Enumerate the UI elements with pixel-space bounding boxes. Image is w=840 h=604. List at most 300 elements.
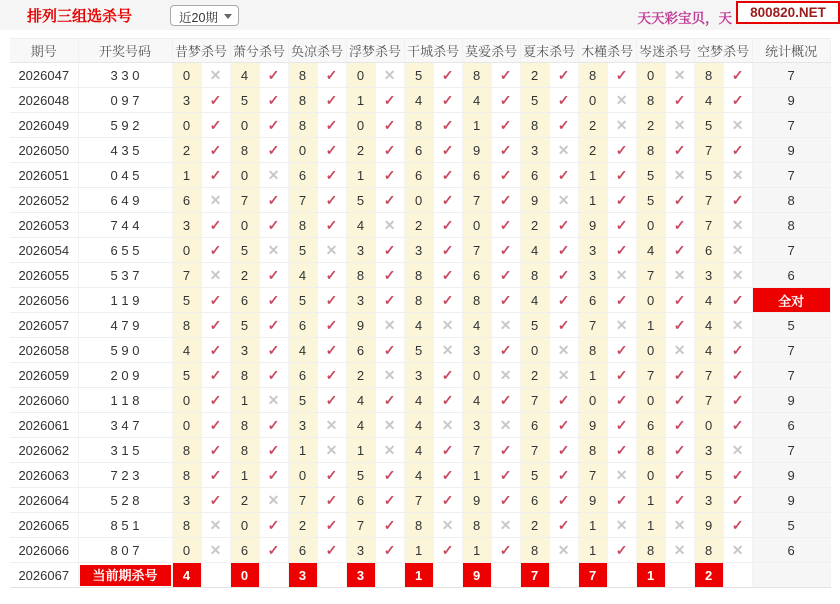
check-icon: ✓ xyxy=(267,116,280,133)
check-icon: ✓ xyxy=(615,341,628,358)
check-icon: ✓ xyxy=(673,141,686,158)
kill-mark-cell xyxy=(201,113,230,138)
kill-number-cell: 8 xyxy=(636,138,665,163)
check-icon: ✓ xyxy=(209,341,222,358)
kill-number-cell: 0 xyxy=(636,288,665,313)
kill-mark-cell xyxy=(491,563,520,588)
period-cell: 2026054 xyxy=(10,238,78,263)
stat-cell: 7 xyxy=(752,113,830,138)
kill-mark-cell xyxy=(607,388,636,413)
check-icon: ✓ xyxy=(557,416,570,433)
draw-numbers-cell: 6 4 9 xyxy=(78,188,172,213)
kill-mark-cell xyxy=(433,563,462,588)
kill-number-cell: 6 xyxy=(636,413,665,438)
check-icon: ✓ xyxy=(731,491,744,508)
check-icon: ✓ xyxy=(499,541,512,558)
kill-mark-cell xyxy=(201,288,230,313)
kill-mark-cell xyxy=(665,163,694,188)
kill-number-cell: 7 xyxy=(694,138,723,163)
kill-number-cell: 2 xyxy=(520,513,549,538)
kill-number-cell: 0 xyxy=(346,113,375,138)
kill-number-cell: 8 xyxy=(230,438,259,463)
kill-number-cell: 3 xyxy=(346,538,375,563)
kill-mark-cell xyxy=(665,138,694,163)
kill-mark-cell xyxy=(723,163,752,188)
draw-numbers-cell: 1 1 8 xyxy=(78,388,172,413)
check-icon: ✓ xyxy=(325,516,338,533)
kill-mark-cell xyxy=(375,213,404,238)
page-title: 排列三组选杀号 xyxy=(27,7,133,25)
kill-number-cell: 8 xyxy=(404,113,433,138)
check-icon: ✓ xyxy=(557,316,570,333)
kill-number-cell: 0 xyxy=(172,388,201,413)
kill-mark-cell xyxy=(201,463,230,488)
check-icon: ✓ xyxy=(731,91,744,108)
table-row xyxy=(10,138,830,163)
kill-mark-cell xyxy=(665,213,694,238)
period-cell: 2026056 xyxy=(10,288,78,313)
kill-mark-cell xyxy=(665,563,694,588)
kill-number-cell: 5 xyxy=(636,163,665,188)
kill-number-cell: 3 xyxy=(172,88,201,113)
kill-mark-cell xyxy=(433,288,462,313)
draw-numbers-cell: 7 4 4 xyxy=(78,213,172,238)
kill-number-cell: 5 xyxy=(520,463,549,488)
kill-mark-cell xyxy=(549,63,578,88)
kill-number-cell: 8 xyxy=(462,63,491,88)
kill-number-cell: 4 xyxy=(404,438,433,463)
kill-number-cell: 0 xyxy=(578,388,607,413)
kill-mark-cell xyxy=(491,188,520,213)
check-icon: ✓ xyxy=(673,391,686,408)
current-kill-number-cell: 4 xyxy=(172,563,201,588)
kill-mark-cell xyxy=(317,438,346,463)
kill-number-cell: 8 xyxy=(404,263,433,288)
kill-mark-cell xyxy=(549,263,578,288)
draw-numbers-cell: 5 3 7 xyxy=(78,263,172,288)
cross-icon: ✕ xyxy=(731,441,744,458)
check-icon: ✓ xyxy=(499,91,512,108)
check-icon: ✓ xyxy=(383,91,396,108)
period-cell: 2026055 xyxy=(10,263,78,288)
kill-mark-cell xyxy=(201,363,230,388)
kill-mark-cell xyxy=(723,338,752,363)
table-row xyxy=(10,363,830,388)
kill-mark-cell xyxy=(723,238,752,263)
kill-number-cell: 5 xyxy=(694,113,723,138)
kill-number-cell: 7 xyxy=(520,438,549,463)
kill-number-cell: 7 xyxy=(694,213,723,238)
kill-mark-cell xyxy=(665,338,694,363)
check-icon: ✓ xyxy=(383,291,396,308)
kill-number-cell: 9 xyxy=(578,488,607,513)
check-icon: ✓ xyxy=(209,416,222,433)
kill-mark-cell xyxy=(491,113,520,138)
check-icon: ✓ xyxy=(499,141,512,158)
kill-number-cell: 7 xyxy=(462,438,491,463)
kill-mark-cell xyxy=(549,463,578,488)
kill-number-cell: 8 xyxy=(462,288,491,313)
kill-number-cell: 4 xyxy=(694,338,723,363)
check-icon: ✓ xyxy=(499,391,512,408)
kill-mark-cell xyxy=(665,538,694,563)
kill-number-cell: 4 xyxy=(520,238,549,263)
check-icon: ✓ xyxy=(325,341,338,358)
check-icon: ✓ xyxy=(383,516,396,533)
check-icon: ✓ xyxy=(325,391,338,408)
draw-numbers-cell: 4 7 9 xyxy=(78,313,172,338)
kill-mark-cell xyxy=(607,413,636,438)
kill-number-cell: 8 xyxy=(172,513,201,538)
check-icon: ✓ xyxy=(441,241,454,258)
kill-mark-cell xyxy=(723,488,752,513)
check-icon: ✓ xyxy=(383,241,396,258)
kill-mark-cell xyxy=(375,88,404,113)
check-icon: ✓ xyxy=(673,366,686,383)
kill-number-cell: 4 xyxy=(520,288,549,313)
kill-number-cell: 1 xyxy=(578,363,607,388)
kill-mark-cell xyxy=(607,563,636,588)
stat-cell: 6 xyxy=(752,413,830,438)
draw-numbers-cell: 0 4 5 xyxy=(78,163,172,188)
kill-number-cell: 2 xyxy=(404,213,433,238)
kill-mark-cell xyxy=(665,63,694,88)
kill-mark-cell xyxy=(665,363,694,388)
check-icon: ✓ xyxy=(557,241,570,258)
kill-mark-cell xyxy=(723,363,752,388)
period-cell: 2026049 xyxy=(10,113,78,138)
check-icon: ✓ xyxy=(209,391,222,408)
watermark-text: 天天彩宝贝，天 xyxy=(637,11,732,26)
stat-cell: 7 xyxy=(752,163,830,188)
kill-mark-cell xyxy=(259,63,288,88)
kill-number-cell: 1 xyxy=(404,538,433,563)
kill-mark-cell xyxy=(723,263,752,288)
check-icon: ✓ xyxy=(615,141,628,158)
kill-number-cell: 6 xyxy=(404,163,433,188)
kill-number-cell: 3 xyxy=(230,338,259,363)
period-cell: 2026065 xyxy=(10,513,78,538)
check-icon: ✓ xyxy=(441,216,454,233)
cross-icon: ✕ xyxy=(731,541,744,558)
kill-mark-cell xyxy=(375,313,404,338)
kill-number-cell: 9 xyxy=(520,188,549,213)
kill-number-cell: 6 xyxy=(346,338,375,363)
kill-mark-cell xyxy=(491,438,520,463)
cross-icon: ✕ xyxy=(209,541,222,558)
check-icon: ✓ xyxy=(267,466,280,483)
kill-mark-cell xyxy=(549,338,578,363)
draw-numbers-cell: 8 0 7 xyxy=(78,538,172,563)
kill-mark-cell xyxy=(433,438,462,463)
kill-number-cell: 8 xyxy=(346,263,375,288)
kill-mark-cell xyxy=(317,388,346,413)
check-icon: ✓ xyxy=(557,91,570,108)
kill-number-cell: 0 xyxy=(230,213,259,238)
kill-mark-cell xyxy=(607,513,636,538)
kill-number-cell: 0 xyxy=(520,338,549,363)
check-icon: ✓ xyxy=(325,91,338,108)
kill-number-cell: 5 xyxy=(694,463,723,488)
cross-icon: ✕ xyxy=(731,241,744,258)
kill-number-cell: 7 xyxy=(636,363,665,388)
check-icon: ✓ xyxy=(615,166,628,183)
chevron-down-icon xyxy=(224,14,232,19)
check-icon: ✓ xyxy=(557,391,570,408)
kill-number-cell: 8 xyxy=(288,213,317,238)
kill-number-cell: 7 xyxy=(404,488,433,513)
table-row xyxy=(10,163,830,188)
check-icon: ✓ xyxy=(209,116,222,133)
kill-number-cell: 7 xyxy=(462,238,491,263)
check-icon: ✓ xyxy=(615,216,628,233)
kill-number-cell: 5 xyxy=(404,63,433,88)
kill-number-cell: 6 xyxy=(520,413,549,438)
cross-icon: ✕ xyxy=(615,266,628,283)
period-cell: 2026059 xyxy=(10,363,78,388)
kill-number-cell: 2 xyxy=(288,513,317,538)
promo-overlay-box[interactable] xyxy=(736,1,840,24)
kill-number-cell: 1 xyxy=(636,513,665,538)
kill-mark-cell xyxy=(549,113,578,138)
check-icon: ✓ xyxy=(267,191,280,208)
kill-number-cell: 8 xyxy=(288,63,317,88)
column-header: 夏末杀号 xyxy=(520,39,578,63)
check-icon: ✓ xyxy=(557,166,570,183)
kill-mark-cell xyxy=(665,488,694,513)
cross-icon: ✕ xyxy=(267,391,280,408)
period-cell: 2026048 xyxy=(10,88,78,113)
kill-mark-cell xyxy=(491,263,520,288)
kill-mark-cell xyxy=(723,563,752,588)
kill-mark-cell xyxy=(375,113,404,138)
kill-mark-cell xyxy=(723,288,752,313)
kill-mark-cell xyxy=(549,238,578,263)
cross-icon: ✕ xyxy=(673,66,686,83)
kill-number-cell: 6 xyxy=(404,138,433,163)
kill-number-cell: 1 xyxy=(462,113,491,138)
kill-mark-cell xyxy=(665,463,694,488)
cross-icon: ✕ xyxy=(325,416,338,433)
stat-cell: 8 xyxy=(752,188,830,213)
kill-mark-cell xyxy=(665,313,694,338)
kill-number-cell: 3 xyxy=(404,363,433,388)
check-icon: ✓ xyxy=(557,466,570,483)
kill-number-cell: 7 xyxy=(578,463,607,488)
draw-numbers-cell: 3 4 7 xyxy=(78,413,172,438)
kill-mark-cell xyxy=(201,538,230,563)
cross-icon: ✕ xyxy=(441,341,454,358)
kill-number-cell: 7 xyxy=(230,188,259,213)
kill-number-cell: 4 xyxy=(346,213,375,238)
stat-cell: 7 xyxy=(752,338,830,363)
check-icon: ✓ xyxy=(731,341,744,358)
check-icon: ✓ xyxy=(441,191,454,208)
kill-number-cell: 3 xyxy=(172,488,201,513)
check-icon: ✓ xyxy=(673,316,686,333)
kill-number-cell: 6 xyxy=(230,538,259,563)
check-icon: ✓ xyxy=(499,191,512,208)
kill-mark-cell xyxy=(549,213,578,238)
period-cell: 2026057 xyxy=(10,313,78,338)
kill-number-cell: 0 xyxy=(230,113,259,138)
kill-number-cell: 7 xyxy=(172,263,201,288)
kill-number-cell: 1 xyxy=(172,163,201,188)
period-cell: 2026051 xyxy=(10,163,78,188)
draw-numbers-cell: 2 0 9 xyxy=(78,363,172,388)
check-icon: ✓ xyxy=(499,66,512,83)
table-row xyxy=(10,263,830,288)
kill-number-cell: 2 xyxy=(346,363,375,388)
kill-mark-cell xyxy=(665,388,694,413)
cross-icon: ✕ xyxy=(325,241,338,258)
check-icon: ✓ xyxy=(557,116,570,133)
kill-number-cell: 7 xyxy=(694,363,723,388)
check-icon: ✓ xyxy=(267,341,280,358)
draw-numbers-cell: 4 3 5 xyxy=(78,138,172,163)
check-icon: ✓ xyxy=(615,391,628,408)
kill-mark-cell xyxy=(723,213,752,238)
range-select[interactable] xyxy=(170,5,239,26)
kill-mark-cell xyxy=(491,413,520,438)
kill-mark-cell xyxy=(433,363,462,388)
check-icon: ✓ xyxy=(731,516,744,533)
kill-number-cell: 4 xyxy=(404,388,433,413)
kill-number-cell: 6 xyxy=(578,288,607,313)
kill-number-cell: 5 xyxy=(230,88,259,113)
kill-mark-cell xyxy=(259,438,288,463)
kill-mark-cell xyxy=(433,138,462,163)
check-icon: ✓ xyxy=(615,241,628,258)
table-row xyxy=(10,188,830,213)
kill-mark-cell xyxy=(375,238,404,263)
check-icon: ✓ xyxy=(383,116,396,133)
current-kill-number-cell: 1 xyxy=(404,563,433,588)
cross-icon: ✕ xyxy=(209,191,222,208)
kill-number-cell: 5 xyxy=(636,188,665,213)
kill-number-cell: 2 xyxy=(346,138,375,163)
check-icon: ✓ xyxy=(325,116,338,133)
kill-mark-cell xyxy=(607,538,636,563)
kill-number-cell: 0 xyxy=(172,413,201,438)
kill-number-cell: 0 xyxy=(288,138,317,163)
cross-icon: ✕ xyxy=(499,316,512,333)
period-cell: 2026063 xyxy=(10,463,78,488)
kill-mark-cell xyxy=(723,313,752,338)
kill-mark-cell xyxy=(317,413,346,438)
cross-icon: ✕ xyxy=(383,316,396,333)
check-icon: ✓ xyxy=(441,391,454,408)
kill-mark-cell xyxy=(723,138,752,163)
check-icon: ✓ xyxy=(325,266,338,283)
check-icon: ✓ xyxy=(209,166,222,183)
cross-icon: ✕ xyxy=(673,341,686,358)
check-icon: ✓ xyxy=(383,391,396,408)
kill-mark-cell xyxy=(433,388,462,413)
stat-cell: 9 xyxy=(752,88,830,113)
kill-mark-cell xyxy=(549,288,578,313)
kill-number-cell: 8 xyxy=(636,88,665,113)
table-row xyxy=(10,513,830,538)
cross-icon: ✕ xyxy=(673,516,686,533)
kill-number-cell: 3 xyxy=(578,263,607,288)
kill-number-cell: 5 xyxy=(172,363,201,388)
kill-mark-cell xyxy=(201,313,230,338)
table-row xyxy=(10,488,830,513)
kill-number-cell: 0 xyxy=(172,538,201,563)
kill-mark-cell xyxy=(491,238,520,263)
check-icon: ✓ xyxy=(383,341,396,358)
draw-numbers-cell: 1 1 9 xyxy=(78,288,172,313)
kill-mark-cell xyxy=(723,388,752,413)
kill-mark-cell xyxy=(259,338,288,363)
table-header-row xyxy=(10,39,830,63)
cross-icon: ✕ xyxy=(673,266,686,283)
kill-mark-cell xyxy=(259,363,288,388)
kill-mark-cell xyxy=(607,488,636,513)
check-icon: ✓ xyxy=(615,541,628,558)
check-icon: ✓ xyxy=(383,166,396,183)
cross-icon: ✕ xyxy=(383,441,396,458)
cross-icon: ✕ xyxy=(499,516,512,533)
kill-number-cell: 5 xyxy=(288,388,317,413)
kill-number-cell: 3 xyxy=(520,138,549,163)
check-icon: ✓ xyxy=(441,66,454,83)
check-icon: ✓ xyxy=(499,491,512,508)
kill-number-cell: 9 xyxy=(462,488,491,513)
kill-number-cell: 4 xyxy=(694,313,723,338)
kill-mark-cell xyxy=(549,163,578,188)
column-header: 岑迷杀号 xyxy=(636,39,694,63)
kill-mark-cell xyxy=(723,188,752,213)
column-header: 奂凉杀号 xyxy=(288,39,346,63)
kill-mark-cell xyxy=(607,188,636,213)
kill-number-cell: 8 xyxy=(578,438,607,463)
kill-mark-cell xyxy=(433,238,462,263)
check-icon: ✓ xyxy=(499,116,512,133)
cross-icon: ✕ xyxy=(673,166,686,183)
kill-number-cell: 3 xyxy=(172,213,201,238)
check-icon: ✓ xyxy=(615,191,628,208)
kill-mark-cell xyxy=(665,288,694,313)
cross-icon: ✕ xyxy=(673,116,686,133)
check-icon: ✓ xyxy=(383,466,396,483)
current-label-cell xyxy=(78,563,172,588)
kill-mark-cell xyxy=(433,413,462,438)
kill-number-cell: 4 xyxy=(288,263,317,288)
kill-number-cell: 2 xyxy=(520,63,549,88)
check-icon: ✓ xyxy=(673,466,686,483)
period-cell: 2026064 xyxy=(10,488,78,513)
kill-mark-cell xyxy=(259,263,288,288)
kill-mark-cell xyxy=(259,538,288,563)
table-row xyxy=(10,338,830,363)
kill-mark-cell xyxy=(375,363,404,388)
kill-number-cell: 6 xyxy=(520,488,549,513)
kill-mark-cell xyxy=(201,388,230,413)
kill-mark-cell xyxy=(259,563,288,588)
check-icon: ✓ xyxy=(325,66,338,83)
check-icon: ✓ xyxy=(441,141,454,158)
period-cell: 2026053 xyxy=(10,213,78,238)
kill-mark-cell xyxy=(665,238,694,263)
draw-numbers-cell: 7 2 3 xyxy=(78,463,172,488)
check-icon: ✓ xyxy=(209,291,222,308)
kill-mark-cell xyxy=(375,513,404,538)
check-icon: ✓ xyxy=(615,416,628,433)
kill-number-cell: 9 xyxy=(578,213,607,238)
check-icon: ✓ xyxy=(615,491,628,508)
